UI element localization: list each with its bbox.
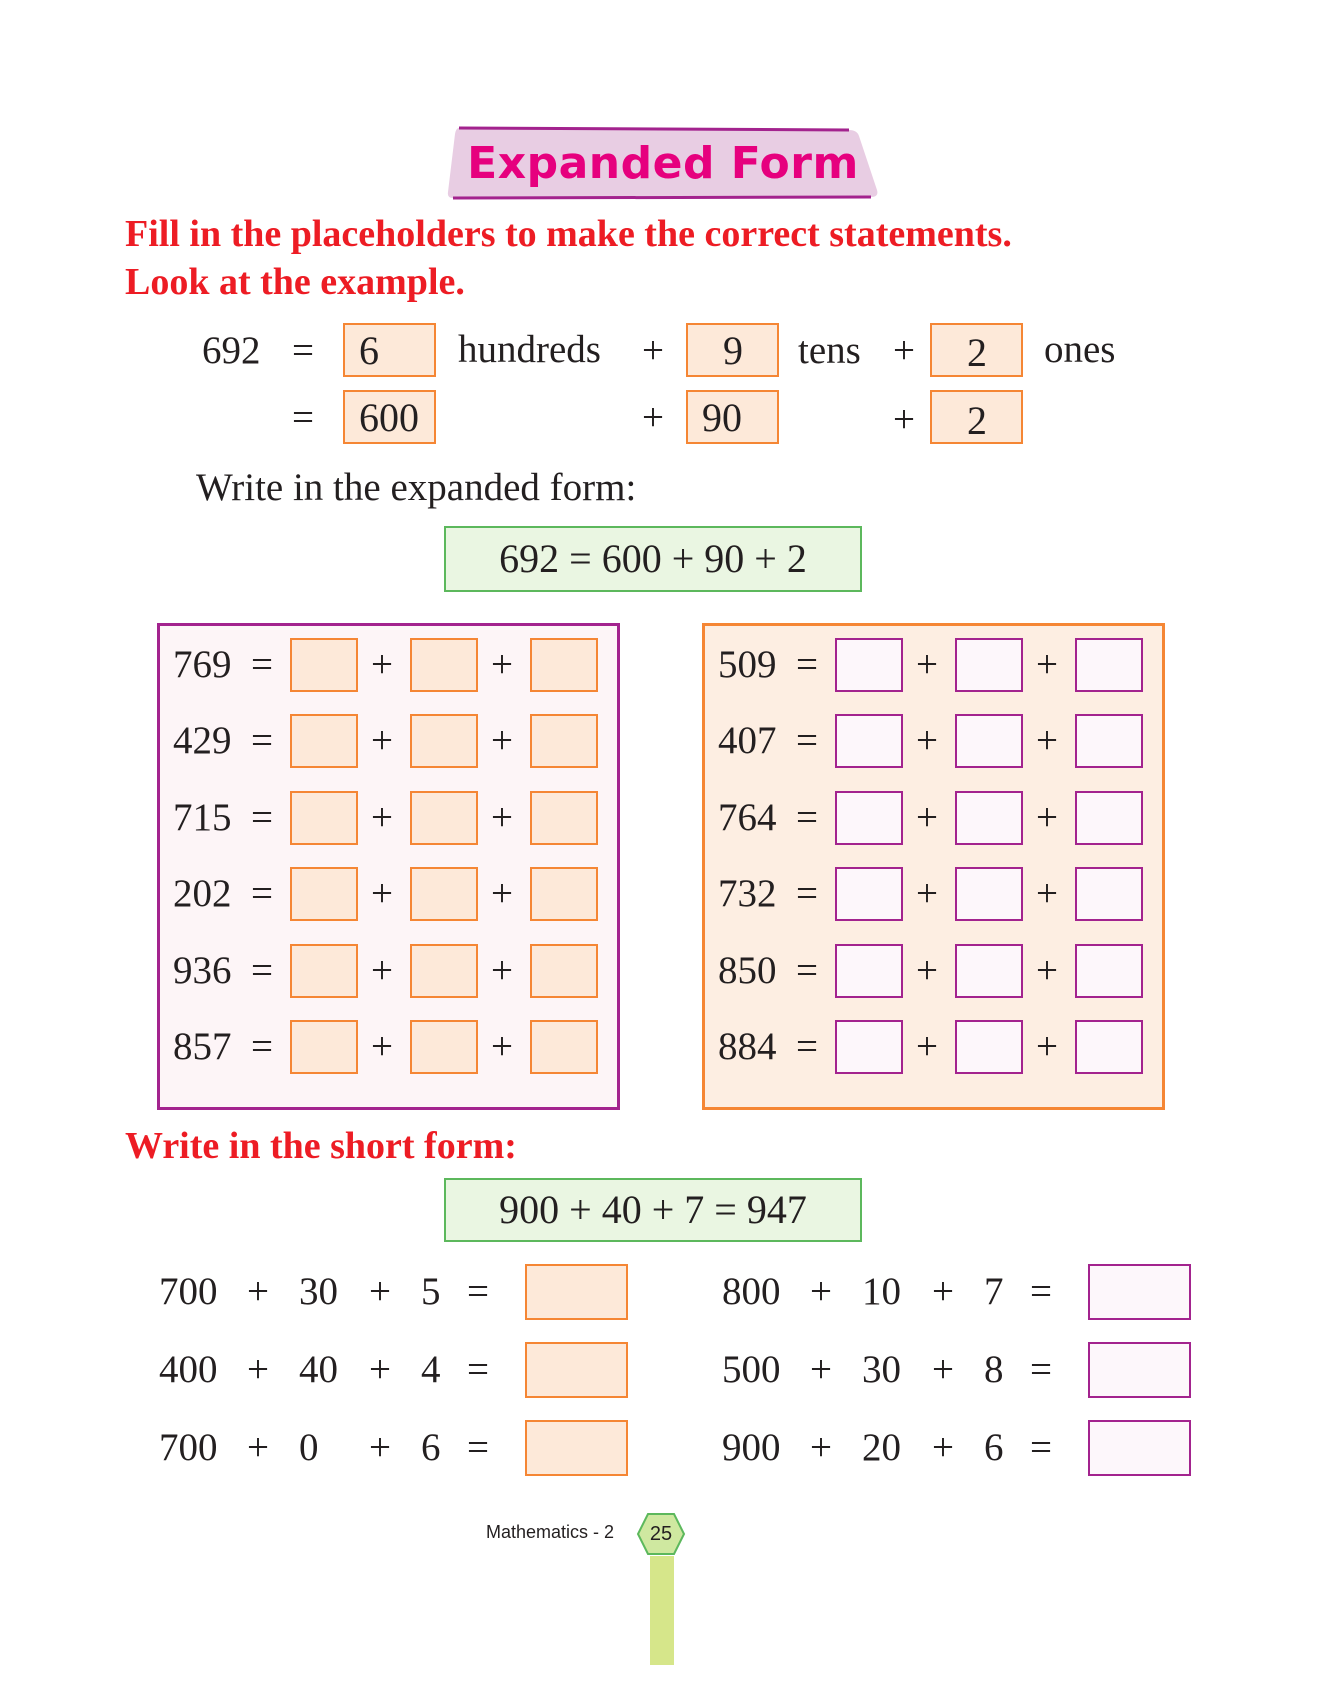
- example-plus: +: [642, 396, 664, 439]
- right-plus-sign: +: [932, 1270, 954, 1313]
- row-number: 715: [173, 796, 232, 839]
- example-tens-value-box: 90: [686, 390, 779, 444]
- right-panel-row: [705, 637, 1162, 693]
- ones-answer-box[interactable]: [530, 791, 598, 845]
- example-tens-box: 9: [686, 323, 779, 377]
- expanded-panel-left: [157, 623, 620, 1110]
- tens-answer-box[interactable]: [955, 944, 1023, 998]
- left-equals-sign: =: [467, 1270, 489, 1313]
- equals-sign: =: [251, 872, 273, 915]
- right-tens-addend: 20: [862, 1426, 901, 1469]
- example-number: 692: [202, 329, 261, 372]
- right-plus-sign: +: [932, 1348, 954, 1391]
- page-title: Expanded Form: [467, 138, 859, 189]
- right-ones-addend: 6: [984, 1426, 1004, 1469]
- hundreds-answer-box[interactable]: [290, 944, 358, 998]
- hundreds-answer-box[interactable]: [835, 714, 903, 768]
- tens-answer-box[interactable]: [410, 714, 478, 768]
- plus-sign: +: [916, 796, 938, 839]
- plus-sign: +: [491, 796, 513, 839]
- left-plus-sign: +: [247, 1426, 269, 1469]
- plus-sign: +: [491, 643, 513, 686]
- tens-answer-box[interactable]: [955, 867, 1023, 921]
- left-short-form-answer-box[interactable]: [525, 1342, 628, 1398]
- example-equals: =: [292, 329, 314, 372]
- row-number: 202: [173, 872, 232, 915]
- tens-answer-box[interactable]: [955, 638, 1023, 692]
- plus-sign: +: [1036, 719, 1058, 762]
- plus-sign: +: [1036, 643, 1058, 686]
- hundreds-answer-box[interactable]: [835, 1020, 903, 1074]
- plus-sign: +: [916, 643, 938, 686]
- left-plus-sign: +: [369, 1270, 391, 1313]
- row-number: 429: [173, 719, 232, 762]
- left-panel-row: [160, 1019, 617, 1075]
- plus-sign: +: [1036, 796, 1058, 839]
- ones-answer-box[interactable]: [1075, 714, 1143, 768]
- equals-sign: =: [251, 949, 273, 992]
- plus-sign: +: [371, 949, 393, 992]
- right-equals-sign: =: [1030, 1348, 1052, 1391]
- equals-sign: =: [796, 949, 818, 992]
- equals-sign: =: [251, 643, 273, 686]
- hundreds-answer-box[interactable]: [290, 791, 358, 845]
- equals-sign: =: [796, 796, 818, 839]
- example-plus: +: [893, 398, 915, 441]
- row-number: 732: [718, 872, 777, 915]
- example-ones-label: ones: [1044, 328, 1116, 371]
- left-equals-sign: =: [467, 1348, 489, 1391]
- hundreds-answer-box[interactable]: [835, 944, 903, 998]
- plus-sign: +: [916, 719, 938, 762]
- tens-answer-box[interactable]: [410, 638, 478, 692]
- right-short-form-answer-box[interactable]: [1088, 1342, 1191, 1398]
- footer-subject: Mathematics - 2: [486, 1522, 615, 1542]
- left-hundreds-addend: 700: [159, 1426, 218, 1469]
- equals-sign: =: [796, 719, 818, 762]
- row-number: 764: [718, 796, 777, 839]
- plus-sign: +: [1036, 1025, 1058, 1068]
- right-hundreds-addend: 800: [722, 1270, 781, 1313]
- right-plus-sign: +: [932, 1426, 954, 1469]
- left-hundreds-addend: 700: [159, 1270, 218, 1313]
- row-number: 509: [718, 643, 777, 686]
- tens-answer-box[interactable]: [410, 1020, 478, 1074]
- tens-answer-box[interactable]: [410, 791, 478, 845]
- row-number: 769: [173, 643, 232, 686]
- left-short-form-answer-box[interactable]: [525, 1420, 628, 1476]
- tens-answer-box[interactable]: [955, 1020, 1023, 1074]
- right-ones-addend: 8: [984, 1348, 1004, 1391]
- hundreds-answer-box[interactable]: [835, 867, 903, 921]
- plus-sign: +: [371, 643, 393, 686]
- example-hundreds-label: hundreds: [458, 328, 601, 371]
- plus-sign: +: [491, 949, 513, 992]
- right-panel-row: [705, 866, 1162, 922]
- equals-sign: =: [251, 796, 273, 839]
- example-hundreds-value-box: 600: [343, 390, 436, 444]
- example-tens-label: tens: [798, 329, 861, 372]
- left-tens-addend: 40: [299, 1348, 338, 1391]
- plus-sign: +: [916, 1025, 938, 1068]
- right-panel-row: [705, 943, 1162, 999]
- right-short-form-answer-box[interactable]: [1088, 1420, 1191, 1476]
- tens-answer-box[interactable]: [955, 791, 1023, 845]
- expanded-example-box: 692 = 600 + 90 + 2: [444, 526, 862, 592]
- ones-answer-box[interactable]: [530, 944, 598, 998]
- row-number: 936: [173, 949, 232, 992]
- plus-sign: +: [491, 719, 513, 762]
- example-ones-value-box: 2: [930, 390, 1023, 444]
- hundreds-answer-box[interactable]: [835, 791, 903, 845]
- right-equals-sign: =: [1030, 1426, 1052, 1469]
- right-panel-row: [705, 1019, 1162, 1075]
- left-tens-addend: 30: [299, 1270, 338, 1313]
- plus-sign: +: [491, 872, 513, 915]
- right-short-form-answer-box[interactable]: [1088, 1264, 1191, 1320]
- tens-answer-box[interactable]: [955, 714, 1023, 768]
- left-panel-row: [160, 790, 617, 846]
- plus-sign: +: [1036, 872, 1058, 915]
- example-plus: +: [893, 329, 915, 372]
- left-ones-addend: 5: [421, 1270, 441, 1313]
- left-ones-addend: 4: [421, 1348, 441, 1391]
- plus-sign: +: [371, 719, 393, 762]
- tens-answer-box[interactable]: [410, 867, 478, 921]
- example-plus: +: [642, 329, 664, 372]
- ones-answer-box[interactable]: [1075, 638, 1143, 692]
- ones-answer-box[interactable]: [530, 1020, 598, 1074]
- left-plus-sign: +: [247, 1270, 269, 1313]
- plus-sign: +: [371, 872, 393, 915]
- page-number: 25: [649, 1523, 673, 1545]
- right-plus-sign: +: [810, 1348, 832, 1391]
- left-panel-row: [160, 943, 617, 999]
- ones-answer-box[interactable]: [1075, 944, 1143, 998]
- expanded-panel-right: [702, 623, 1165, 1110]
- plus-sign: +: [916, 872, 938, 915]
- right-plus-sign: +: [810, 1426, 832, 1469]
- ones-answer-box[interactable]: [530, 638, 598, 692]
- row-number: 850: [718, 949, 777, 992]
- right-tens-addend: 10: [862, 1270, 901, 1313]
- equals-sign: =: [251, 719, 273, 762]
- hundreds-answer-box[interactable]: [290, 714, 358, 768]
- instruction-line-1: Fill in the placeholders to make the correct statements.: [125, 213, 1012, 255]
- plus-sign: +: [371, 796, 393, 839]
- right-equals-sign: =: [1030, 1270, 1052, 1313]
- ones-answer-box[interactable]: [1075, 791, 1143, 845]
- row-number: 857: [173, 1025, 232, 1068]
- left-panel-row: [160, 637, 617, 693]
- right-plus-sign: +: [810, 1270, 832, 1313]
- title-banner: [447, 126, 879, 201]
- equals-sign: =: [251, 1025, 273, 1068]
- left-plus-sign: +: [247, 1348, 269, 1391]
- left-plus-sign: +: [369, 1348, 391, 1391]
- plus-sign: +: [916, 949, 938, 992]
- hundreds-answer-box[interactable]: [290, 638, 358, 692]
- left-equals-sign: =: [467, 1426, 489, 1469]
- short-example-box: 900 + 40 + 7 = 947: [444, 1178, 862, 1242]
- hundreds-answer-box[interactable]: [290, 867, 358, 921]
- right-ones-addend: 7: [984, 1270, 1004, 1313]
- right-panel-row: [705, 713, 1162, 769]
- ones-answer-box[interactable]: [530, 714, 598, 768]
- left-short-form-answer-box[interactable]: [525, 1264, 628, 1320]
- tens-answer-box[interactable]: [410, 944, 478, 998]
- hundreds-answer-box[interactable]: [835, 638, 903, 692]
- equals-sign: =: [796, 872, 818, 915]
- ones-answer-box[interactable]: [530, 867, 598, 921]
- short-form-prompt: Write in the short form:: [125, 1125, 517, 1167]
- row-number: 407: [718, 719, 777, 762]
- plus-sign: +: [1036, 949, 1058, 992]
- right-hundreds-addend: 500: [722, 1348, 781, 1391]
- expanded-prompt: Write in the expanded form:: [196, 466, 637, 509]
- example-ones-box: 2: [930, 323, 1023, 377]
- equals-sign: =: [796, 1025, 818, 1068]
- left-hundreds-addend: 400: [159, 1348, 218, 1391]
- example-equals: =: [292, 396, 314, 439]
- right-tens-addend: 30: [862, 1348, 901, 1391]
- example-hundreds-box: 6: [343, 323, 436, 377]
- left-panel-row: [160, 713, 617, 769]
- ones-answer-box[interactable]: [1075, 1020, 1143, 1074]
- right-panel-row: [705, 790, 1162, 846]
- left-ones-addend: 6: [421, 1426, 441, 1469]
- equals-sign: =: [796, 643, 818, 686]
- hundreds-answer-box[interactable]: [290, 1020, 358, 1074]
- ones-answer-box[interactable]: [1075, 867, 1143, 921]
- row-number: 884: [718, 1025, 777, 1068]
- left-plus-sign: +: [369, 1426, 391, 1469]
- instruction-line-2: Look at the example.: [125, 261, 465, 303]
- right-hundreds-addend: 900: [722, 1426, 781, 1469]
- plus-sign: +: [491, 1025, 513, 1068]
- left-panel-row: [160, 866, 617, 922]
- left-tens-addend: 0: [299, 1426, 319, 1469]
- page-bar: [650, 1556, 674, 1665]
- plus-sign: +: [371, 1025, 393, 1068]
